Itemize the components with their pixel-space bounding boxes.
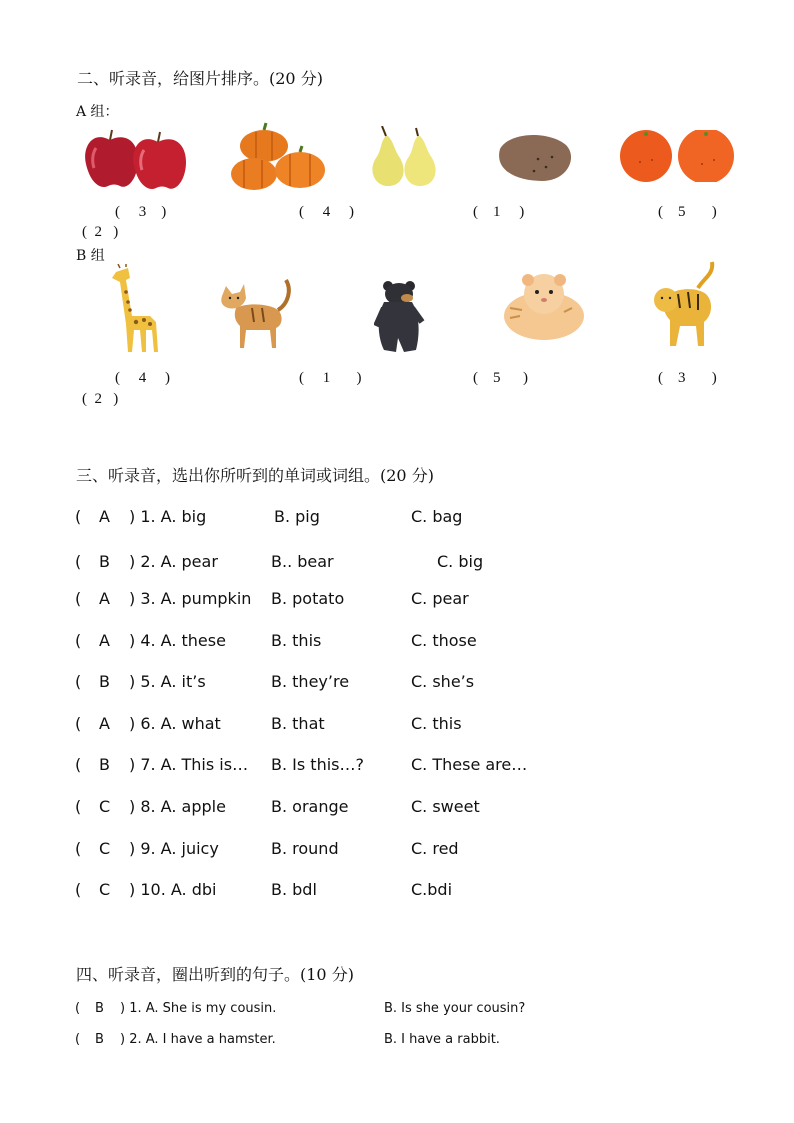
question-option-c[interactable]: C. These are… xyxy=(411,755,528,774)
question-option-b[interactable]: B.. bear xyxy=(271,552,334,571)
paren-open: ( xyxy=(75,672,82,691)
answer-apples[interactable]: ( 3 ) xyxy=(115,204,167,220)
paren-open: ( xyxy=(75,1032,81,1047)
paren-open: ( xyxy=(75,797,82,816)
question-option-c[interactable]: C. sweet xyxy=(411,797,480,816)
answer-choice[interactable]: B xyxy=(95,1001,104,1016)
question-option-c[interactable]: C. big xyxy=(437,552,484,571)
paren-open: ( xyxy=(75,507,82,526)
section2-title: 二、听录音，给图片排序。(20 分) xyxy=(77,69,323,88)
answer-oranges[interactable]: ( 2 ) xyxy=(82,224,119,240)
question-option-c[interactable]: C. she’s xyxy=(411,672,475,691)
section4-title: 四、听录音，圈出听到的句子。(10 分) xyxy=(76,965,354,984)
question-option-c[interactable]: C. pear xyxy=(411,589,469,608)
answer-tiger[interactable]: ( 2 ) xyxy=(82,391,119,407)
apples-icon xyxy=(82,128,186,190)
answer-hamster[interactable]: ( 3 ) xyxy=(658,370,717,386)
question-option-b[interactable]: B. that xyxy=(271,714,325,733)
potato-icon xyxy=(490,131,574,183)
question-option-c[interactable]: C. those xyxy=(411,631,477,650)
oranges-icon xyxy=(618,130,736,182)
paren-open: ( xyxy=(75,880,82,899)
sentence-option-b[interactable]: B. Is she your cousin? xyxy=(384,1001,526,1016)
answer-choice[interactable]: A xyxy=(99,714,110,733)
question-option-b[interactable]: B. Is this…? xyxy=(271,755,364,774)
answer-choice[interactable]: C xyxy=(99,839,111,858)
question-option-b[interactable]: B. they’re xyxy=(271,672,350,691)
paren-open: ( xyxy=(75,552,82,571)
paren-open: ( xyxy=(75,839,82,858)
question-option-a[interactable]: ) 9. A. juicy xyxy=(129,839,219,858)
answer-bear[interactable]: ( 5 ) xyxy=(473,370,528,386)
sentence-option-a[interactable]: ) 1. A. She is my cousin. xyxy=(120,1001,277,1016)
question-option-a[interactable]: ) 7. A. This is… xyxy=(129,755,249,774)
group-a-label: A 组： xyxy=(76,104,119,120)
group-b-label: B 组 xyxy=(76,248,105,264)
cat-icon xyxy=(218,276,296,352)
answer-cat[interactable]: ( 1 ) xyxy=(299,370,362,386)
question-option-c[interactable]: C.bdi xyxy=(411,880,453,899)
question-option-c[interactable]: C. this xyxy=(411,714,462,733)
answer-pears[interactable]: ( 1 ) xyxy=(473,204,525,220)
question-option-b[interactable]: B. potato xyxy=(271,589,345,608)
answer-choice[interactable]: A xyxy=(99,507,110,526)
answer-choice[interactable]: B xyxy=(95,1032,104,1047)
giraffe-icon xyxy=(106,264,164,354)
answer-potato[interactable]: ( 5 ) xyxy=(658,204,717,220)
question-option-a[interactable]: ) 10. A. dbi xyxy=(129,880,217,899)
question-option-b[interactable]: B. pig xyxy=(274,507,320,526)
sentence-option-b[interactable]: B. I have a rabbit. xyxy=(384,1032,500,1047)
answer-choice[interactable]: C xyxy=(99,797,111,816)
question-option-c[interactable]: C. red xyxy=(411,839,459,858)
answer-choice[interactable]: A xyxy=(99,589,110,608)
answer-choice[interactable]: B xyxy=(99,552,110,571)
question-option-a[interactable]: ) 5. A. it’s xyxy=(129,672,206,691)
paren-open: ( xyxy=(75,714,82,733)
question-option-b[interactable]: B. bdl xyxy=(271,880,317,899)
pumpkins-icon xyxy=(230,122,328,192)
paren-open: ( xyxy=(75,589,82,608)
answer-choice[interactable]: B xyxy=(99,672,110,691)
sentence-option-a[interactable]: ) 2. A. I have a hamster. xyxy=(120,1032,276,1047)
question-option-b[interactable]: B. round xyxy=(271,839,339,858)
answer-choice[interactable]: A xyxy=(99,631,110,650)
question-option-b[interactable]: B. orange xyxy=(271,797,349,816)
question-option-a[interactable]: ) 4. A. these xyxy=(129,631,226,650)
hamster-icon xyxy=(500,272,586,342)
paren-open: ( xyxy=(75,631,82,650)
question-option-a[interactable]: ) 2. A. pear xyxy=(129,552,218,571)
question-option-a[interactable]: ) 6. A. what xyxy=(129,714,221,733)
pears-icon xyxy=(368,126,440,188)
bear-icon xyxy=(374,278,426,354)
answer-choice[interactable]: C xyxy=(99,880,111,899)
question-option-a[interactable]: ) 3. A. pumpkin xyxy=(129,589,252,608)
question-option-a[interactable]: ) 8. A. apple xyxy=(129,797,226,816)
question-option-a[interactable]: ) 1. A. big xyxy=(129,507,207,526)
answer-choice[interactable]: B xyxy=(99,755,110,774)
tiger-icon xyxy=(652,258,726,350)
question-option-c[interactable]: C. bag xyxy=(411,507,463,526)
paren-open: ( xyxy=(75,755,82,774)
question-option-b[interactable]: B. this xyxy=(271,631,322,650)
answer-giraffe[interactable]: ( 4 ) xyxy=(115,370,170,386)
answer-pumpkins[interactable]: ( 4 ) xyxy=(299,204,354,220)
paren-open: ( xyxy=(75,1001,81,1016)
section3-title: 三、听录音，选出你所听到的单词或词组。(20 分) xyxy=(76,466,434,485)
